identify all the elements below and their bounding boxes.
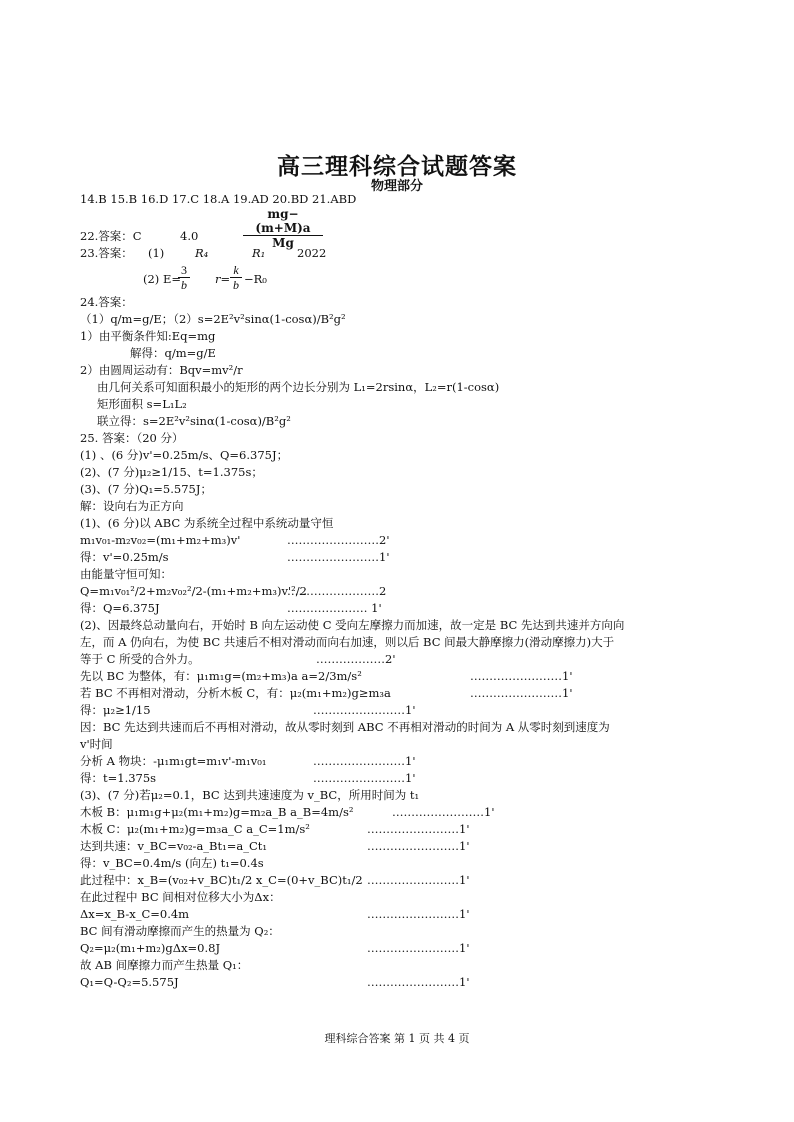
score-dots: ……………………2 <box>287 584 387 598</box>
score-dots: ……………………1' <box>470 686 573 700</box>
score-dots: ……………………1' <box>313 703 416 717</box>
q25-formula: Δx=x_B-x_C=0.4m <box>80 907 190 921</box>
q25-line: 25. 答案：（20 分） <box>80 431 184 445</box>
q25-paragraph: 左，而 A 仍向右，为使 BC 共速后不相对滑动而向右加速，则以后 BC 间最大静摩擦力(滑动摩擦力)大于 <box>80 635 615 649</box>
q22-fraction-denominator: Mg <box>272 236 294 250</box>
q23-r4: R₄ <box>195 246 209 260</box>
q25-formula: Q₂=μ₂(m₁+m₂)gΔx=0.8J <box>80 941 221 955</box>
q25-formula: 此过程中：x_B=(v₀₂+v_BC)t₁/2 x_C=(0+v_BC)t₁/2 <box>80 873 363 887</box>
q25-formula: 故 AB 间摩擦力而产生热量 Q₁： <box>80 958 249 972</box>
score-dots: ……………………2' <box>287 533 390 547</box>
q25-formula: Q=m₁v₀₁²/2+m₂v₀₂²/2-(m₁+m₂+m₃)v'²/2 <box>80 584 307 598</box>
score-dots: ……………………1' <box>367 822 470 836</box>
q22-fraction-numerator: mg−(m+M)a <box>255 207 311 235</box>
q23-e-fraction <box>178 263 190 292</box>
score-dots: ………………… 1' <box>287 601 382 615</box>
q23-r-fraction <box>230 263 242 292</box>
q23-part1: (1) <box>148 246 165 260</box>
q25-formula: BC 间有滑动摩擦而产生的热量为 Q₂： <box>80 924 280 938</box>
q24-line: 24.答案： <box>80 295 133 309</box>
score-dots: ……………………1' <box>287 550 390 564</box>
q25-formula: Q₁=Q-Q₂=5.575J <box>80 975 179 989</box>
q25-formula: 得：μ₂≥1/15 <box>80 703 151 717</box>
q25-formula: 得：t=1.375s <box>80 771 157 785</box>
score-dots: ……………………1' <box>367 907 470 921</box>
q25-paragraph: v'时间 <box>80 737 113 751</box>
q25-formula: 得：Q=6.375J <box>80 601 160 615</box>
page-footer: 理科综合答案 第 1 页 共 4 页 <box>324 1032 470 1045</box>
score-dots: ……………………1' <box>470 669 573 683</box>
q25-formula: 分析 A 物块：-μ₁m₁gt=m₁v'-m₁v₀₁ <box>80 754 267 768</box>
score-dots: ……………………1' <box>367 839 470 853</box>
q25-line: (1) 、(6 分)v'=0.25m/s、Q=6.375J； <box>80 448 289 462</box>
q23-r-numerator: k <box>233 263 239 277</box>
q25-line: (3)、(7 分)Q₁=5.575J； <box>80 482 212 496</box>
score-dots: ……………………1' <box>392 805 495 819</box>
q25-formula: 达到共速：v_BC=v₀₂-a_Bt₁=a_Ct₁ <box>80 839 268 853</box>
q25-paragraph: (2)、因最终总动量向右，开始时 B 向左运动使 C 受向左摩擦力而加速，故一定是 BC 先达到共速并方向向 <box>80 618 625 632</box>
q24-line: 联立得：s=2E²v²sinα(1-cosα)/B²g² <box>97 414 291 428</box>
q25-formula: 先以 BC 为整体，有：μ₁m₁g=(m₂+m₃)a a=2/3m/s² <box>80 669 362 683</box>
q25-paragraph: 因：BC 先达到共速而后不再相对滑动，故从零时刻到 ABC 不再相对滑动的时间为 A 从零时刻到速度为 <box>80 720 610 734</box>
page-title: 高三理科综合试题答案 <box>277 153 517 180</box>
q23-e-numerator: 3 <box>181 263 187 277</box>
q25-formula: 得：v'=0.25m/s <box>80 550 169 564</box>
score-dots: ……………………1' <box>367 941 470 955</box>
q22-label: 22.答案：C <box>80 229 142 243</box>
q23-r-equals: r= <box>215 272 231 286</box>
q23-part2: (2) E= <box>143 272 181 286</box>
q25-line: (2)、(7 分)μ₂≥1/15、t=1.375s； <box>80 465 263 479</box>
section-subtitle: 物理部分 <box>370 179 423 194</box>
q25-line: 解：设向右为正方向 <box>80 499 184 513</box>
q23-r-tail: −R₀ <box>244 272 267 286</box>
q23-r1: R₁ <box>252 246 266 260</box>
score-dots: ……………………1' <box>313 754 416 768</box>
q25-formula: 木板 B：μ₁m₁g+μ₂(m₁+m₂)g=m₂a_B a_B=4m/s² <box>80 805 354 819</box>
q25-formula: 若 BC 不再相对滑动，分析木板 C，有：μ₂(m₁+m₂)g≥m₃a <box>80 686 391 700</box>
q25-formula: 由能量守恒可知： <box>80 567 172 581</box>
q25-line: (1)、(6 分)以 ABC 为系统全过程中系统动量守恒 <box>80 516 334 530</box>
q23-e-denominator: b <box>181 278 187 292</box>
score-dots: ……………………1' <box>313 771 416 785</box>
q25-formula: m₁v₀₁-m₂v₀₂=(m₁+m₂+m₃)v' <box>80 533 241 547</box>
q24-line: 1）由平衡条件知:Eq=mg <box>80 329 216 343</box>
q24-line: 矩形面积 s=L₁L₂ <box>97 397 187 411</box>
q24-line: 解得：q/m=g/E <box>130 346 216 360</box>
score-dots: ………………2' <box>316 652 396 666</box>
q25-formula: (3)、(7 分)若μ₂=0.1，BC 达到共速速度为 v_BC，所用时间为 t₁ <box>80 788 420 802</box>
q25-formula: 在此过程中 BC 间相对位移大小为Δx： <box>80 890 281 904</box>
q25-formula: 木板 C：μ₂(m₁+m₂)g=m₃a_C a_C=1m/s² <box>80 822 310 836</box>
q22-fraction <box>243 207 323 250</box>
q23-r-denominator: b <box>233 278 239 292</box>
q25-paragraph: 等于 C 所受的合外力。 <box>80 652 200 666</box>
choice-answers: 14.B 15.B 16.D 17.C 18.A 19.AD 20.BD 21.ABD <box>80 192 357 206</box>
score-dots: ……………………1' <box>367 873 470 887</box>
q22-value: 4.0 <box>180 229 199 243</box>
q24-line: 2）由圆周运动有：Bqv=mv²/r <box>80 363 243 377</box>
q24-line: 由几何关系可知面积最小的矩形的两个边长分别为 L₁=2rsinα，L₂=r(1-cosα) <box>97 380 500 394</box>
score-dots: ……………………1' <box>367 975 470 989</box>
q23-value: 2022 <box>297 246 327 260</box>
q25-formula: 得：v_BC=0.4m/s (向左) t₁=0.4s <box>80 856 264 870</box>
q24-line: （1）q/m=g/E；（2）s=2E²v²sinα(1-cosα)/B²g² <box>80 312 346 326</box>
q23-label: 23.答案： <box>80 246 133 260</box>
